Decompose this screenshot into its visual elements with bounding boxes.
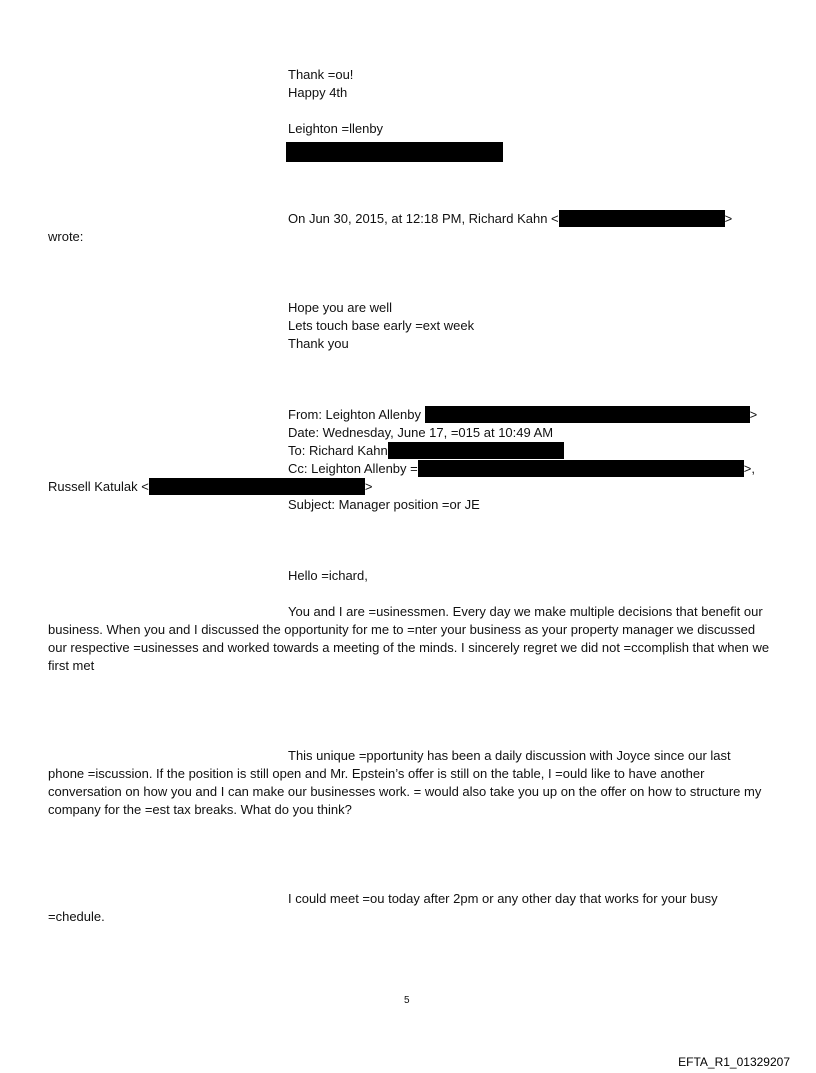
header-subject: Subject: Manager position =or JE (288, 497, 480, 512)
header-from-suffix: > (749, 407, 758, 422)
header-cc-continued (48, 478, 372, 496)
document-id: EFTA_R1_01329207 (678, 1055, 790, 1069)
redaction-bar (559, 210, 725, 227)
quote-header-wrote: wrote: (48, 229, 84, 244)
letter-greeting: Hello =ichard, (288, 568, 368, 583)
header-from (288, 406, 757, 424)
letter-paragraph-1: You and I are =usinessmen. Every day we make multiple decisions that benefit our business. When you and I discussed the opportunity for me to =nter your business as your property manager we discussed our respective =usinesses and worked towards a meeting of the minds. I sincerely regret we did not =ccomplish that when we first met (48, 604, 770, 673)
message-line-1: Hope you are well (288, 300, 393, 315)
message-line-2: Lets touch base early =ext week (288, 318, 475, 333)
header-cc2-suffix: > (364, 479, 373, 494)
redaction-bar (425, 406, 750, 423)
redaction-bar (286, 142, 503, 162)
redaction-bar (418, 460, 744, 477)
letter-paragraph-3: I could meet =ou today after 2pm or any other day that works for your busy =chedule. (48, 891, 718, 924)
header-cc-suffix: >, (743, 461, 755, 476)
signature-name: Leighton =llenby (288, 121, 384, 136)
quote-header-prefix: On Jun 30, 2015, at 12:18 PM, Richard Kahn < (288, 211, 559, 226)
reply-line-1: Thank =ou! (288, 67, 354, 82)
reply-line-2: Happy 4th (288, 85, 348, 100)
redaction-bar (388, 442, 564, 459)
header-from-label: From: Leighton Allenby (288, 407, 425, 422)
quote-header-suffix: > (724, 211, 733, 226)
header-cc2-label: Russell Katulak < (48, 479, 149, 494)
message-line-3: Thank you (288, 336, 349, 351)
quote-header (288, 210, 732, 228)
header-cc (288, 460, 755, 478)
header-date: Date: Wednesday, June 17, =015 at 10:49 AM (288, 425, 554, 440)
page-number: 5 (404, 995, 410, 1006)
redaction-bar (149, 478, 365, 495)
header-cc-label: Cc: Leighton Allenby = (288, 461, 418, 476)
header-to (288, 442, 564, 460)
letter-paragraph-2: This unique =pportunity has been a daily discussion with Joyce since our last phone =iscussion. If the position is still open and Mr. Epstein’s offer is still on the table, I =ould like to have another conversation on how you and I can make our businesses work. = would also take you up on the offer on how to structure my company for the =est tax breaks. What do you think? (48, 748, 762, 817)
header-to-label: To: Richard Kahn (288, 443, 388, 458)
